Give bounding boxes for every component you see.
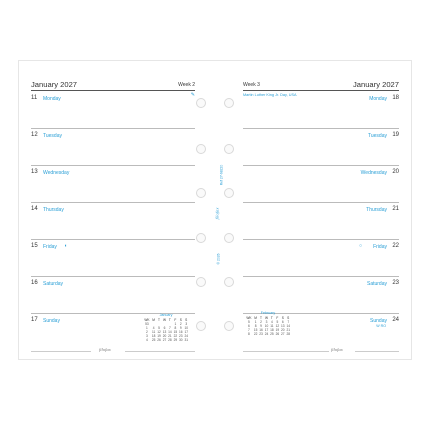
mini-calendar-day: 18 <box>151 334 156 338</box>
ring-hole <box>196 233 206 243</box>
ring-hole <box>196 321 206 331</box>
left-page <box>19 61 199 361</box>
mini-calendar-day: 6 <box>281 320 284 324</box>
mini-calendar-day: 20 <box>281 328 285 332</box>
ring-hole <box>196 144 206 154</box>
day-number: 24 <box>392 317 399 323</box>
day-row[interactable] <box>243 166 399 203</box>
spine-copyright: © 2026 <box>216 253 221 265</box>
mini-calendar-day: 27 <box>281 332 285 336</box>
mini-calendar-title: January <box>159 313 173 317</box>
mini-calendar-header: S <box>281 316 284 320</box>
mini-calendar-day: 19 <box>275 328 280 332</box>
day-number: 18 <box>392 95 399 101</box>
mini-calendar-day: 4 <box>152 326 155 330</box>
day-row[interactable] <box>31 92 195 129</box>
mini-calendar-day: 26 <box>157 338 161 342</box>
day-name: Saturday <box>366 280 387 287</box>
mini-calendar-day: 18 <box>270 328 274 332</box>
mini-calendar-day: 2 <box>146 330 148 334</box>
mini-calendar-day: 1 <box>174 322 177 326</box>
mini-calendar-january <box>143 313 189 342</box>
right-page <box>231 61 413 361</box>
day-name: Sunday <box>370 317 387 324</box>
mini-calendar-day: 10 <box>264 324 269 328</box>
mini-calendar-week <box>143 338 189 342</box>
day-name: Wednesday <box>43 169 70 176</box>
mini-calendar-header: M <box>254 316 257 320</box>
right-footer-rule-2 <box>355 351 399 352</box>
mini-calendar-header: S <box>185 318 188 322</box>
day-number: 15 <box>31 243 38 249</box>
mini-calendar-day: 17 <box>264 328 269 332</box>
mini-calendar-header: T <box>270 316 273 320</box>
mini-calendar-day: 8 <box>174 326 177 330</box>
mini-calendar-day: 8 <box>248 332 250 336</box>
ring-hole <box>196 98 206 108</box>
ring-hole <box>196 188 206 198</box>
day-name: Thursday <box>43 206 64 213</box>
day-number: 17 <box>31 317 38 323</box>
day-name: Wednesday <box>360 169 387 176</box>
day-name: Thursday <box>366 206 387 213</box>
mini-calendar-day: 9 <box>179 326 182 330</box>
mini-calendar-header: S <box>287 316 290 320</box>
day-number: 13 <box>31 169 38 175</box>
day-number: 23 <box>392 280 399 286</box>
holiday-note: Martin Luther King Jr. Day, USA <box>243 93 297 97</box>
day-name: Monday <box>43 95 61 102</box>
left-footer-logo: filofax <box>99 347 111 352</box>
mini-calendar-day: 15 <box>173 330 178 334</box>
mini-calendar-day: 24 <box>264 332 269 336</box>
mini-calendar-day: 16 <box>179 330 183 334</box>
day-number: 16 <box>31 280 38 286</box>
mini-calendar-day: 5 <box>276 320 279 324</box>
mini-calendar-day: 6 <box>163 326 166 330</box>
day-number: 21 <box>392 206 399 212</box>
pen-icon: ✎ <box>190 92 195 98</box>
day-number: 11 <box>31 95 38 101</box>
right-month-title: January 2027 <box>352 80 399 89</box>
day-number: 19 <box>392 132 399 138</box>
mini-calendar-day: 2 <box>179 322 182 326</box>
spine-logo: filofax <box>214 207 220 220</box>
day-row[interactable] <box>243 203 399 240</box>
day-row[interactable] <box>31 240 195 277</box>
day-number: 20 <box>392 169 399 175</box>
mini-calendar-day: 1 <box>146 326 148 330</box>
mini-calendar-day: 3 <box>146 334 148 338</box>
mini-calendar-day: 28 <box>286 332 291 336</box>
mini-calendar-day: 19 <box>157 334 161 338</box>
day-row[interactable] <box>31 166 195 203</box>
mini-calendar-header: T <box>260 316 262 320</box>
mini-calendar-day: 13 <box>281 324 285 328</box>
day-row[interactable] <box>243 277 399 314</box>
mini-calendar-day: 11 <box>151 330 156 334</box>
mini-calendar-day: 53 <box>145 322 149 326</box>
mini-calendar-day: 27 <box>162 338 167 342</box>
mini-calendar-day: 4 <box>146 338 148 342</box>
mini-calendar-day: 22 <box>253 332 258 336</box>
spine-ref: Ref 27-68220 <box>219 164 224 186</box>
mini-calendar-day: 31 <box>184 338 189 342</box>
day-name: Tuesday <box>43 132 62 139</box>
left-week-label: Week 2 <box>178 82 195 88</box>
day-name: Monday <box>369 95 387 102</box>
day-row[interactable] <box>31 277 195 314</box>
mini-calendar-grid <box>245 316 291 336</box>
mini-calendar-day: 28 <box>168 338 172 342</box>
mini-calendar-day: 20 <box>162 334 167 338</box>
mini-calendar-day: 12 <box>275 324 280 328</box>
day-number: 22 <box>392 243 399 249</box>
mini-calendar-day: 26 <box>275 332 280 336</box>
day-name: Sunday <box>43 317 60 324</box>
mini-calendar-day: 21 <box>286 328 291 332</box>
mini-calendar-day: 24 <box>184 334 189 338</box>
mini-calendar-day: 25 <box>270 332 274 336</box>
right-week-label: Week 3 <box>243 82 260 88</box>
day-number: 14 <box>31 206 38 212</box>
mini-calendar-day: 17 <box>184 330 189 334</box>
mini-calendar-day: 16 <box>259 328 263 332</box>
mini-calendar-header: T <box>158 318 160 322</box>
mini-calendar-day: 10 <box>184 326 189 330</box>
mini-calendar-day: 3 <box>185 322 188 326</box>
mini-calendar-day: 22 <box>173 334 178 338</box>
day-name: Saturday <box>43 280 64 287</box>
mini-calendar-header: W <box>162 318 166 322</box>
day-row[interactable] <box>243 92 399 129</box>
left-month-title: January 2027 <box>31 80 78 89</box>
mini-calendar-day: 8 <box>254 324 257 328</box>
diary-spread <box>18 60 412 360</box>
right-header-rule <box>243 90 399 91</box>
mini-calendar-day: 2 <box>260 320 262 324</box>
mini-calendar-header: S <box>179 318 182 322</box>
mini-calendar-day: 21 <box>168 334 172 338</box>
day-number: 12 <box>31 132 38 138</box>
mini-calendar-day: 23 <box>179 334 183 338</box>
mini-calendar-day: 23 <box>259 332 263 336</box>
mini-calendar-day: 7 <box>248 328 250 332</box>
mini-calendar-title: February <box>260 311 276 315</box>
left-footer-rule <box>31 351 91 352</box>
mini-calendar-header: WK <box>144 318 150 322</box>
left-header-rule <box>31 90 195 91</box>
mini-calendar-header: F <box>276 316 279 320</box>
ring-hole <box>196 277 206 287</box>
day-name: Friday <box>43 243 57 250</box>
moon-phase-icon: ○ <box>358 243 362 249</box>
right-footer-logo: filofax <box>331 347 343 352</box>
day-row[interactable] <box>31 203 195 240</box>
mini-calendar-day: 12 <box>157 330 161 334</box>
mini-calendar-day: 25 <box>151 338 156 342</box>
mini-calendar-day: 29 <box>173 338 178 342</box>
mini-calendar-day: 9 <box>260 324 262 328</box>
right-footer-rule <box>243 351 329 352</box>
mini-calendar-day: 1 <box>254 320 257 324</box>
sunday-note: W RO <box>376 324 386 328</box>
mini-calendar-day: 6 <box>248 324 250 328</box>
mini-calendar-day: 3 <box>265 320 268 324</box>
mini-calendar-february <box>245 311 291 336</box>
day-row[interactable] <box>31 129 195 166</box>
mini-calendar-day: 7 <box>169 326 171 330</box>
left-footer-rule-2 <box>125 351 195 352</box>
mini-calendar-day: 13 <box>162 330 167 334</box>
day-name: Tuesday <box>368 132 387 139</box>
mini-calendar-day: 14 <box>286 324 291 328</box>
mini-calendar-grid <box>143 318 189 342</box>
moon-phase-icon: ◖ <box>64 243 68 249</box>
mini-calendar-header: F <box>174 318 177 322</box>
mini-calendar-day: 5 <box>248 320 250 324</box>
mini-calendar-day: 11 <box>270 324 274 328</box>
mini-calendar-day: 14 <box>168 330 172 334</box>
mini-calendar-day: 4 <box>271 320 273 324</box>
mini-calendar-header: WK <box>246 316 252 320</box>
mini-calendar-day: 15 <box>253 328 258 332</box>
mini-calendar-day: 30 <box>179 338 183 342</box>
day-row[interactable] <box>243 240 399 277</box>
mini-calendar-week <box>245 332 291 336</box>
mini-calendar-day: 5 <box>158 326 160 330</box>
day-name: Friday <box>373 243 387 250</box>
mini-calendar-header: M <box>152 318 155 322</box>
mini-calendar-header: T <box>168 318 171 322</box>
mini-calendar-day: 7 <box>287 320 290 324</box>
mini-calendar-header: W <box>264 316 268 320</box>
day-row[interactable] <box>243 129 399 166</box>
